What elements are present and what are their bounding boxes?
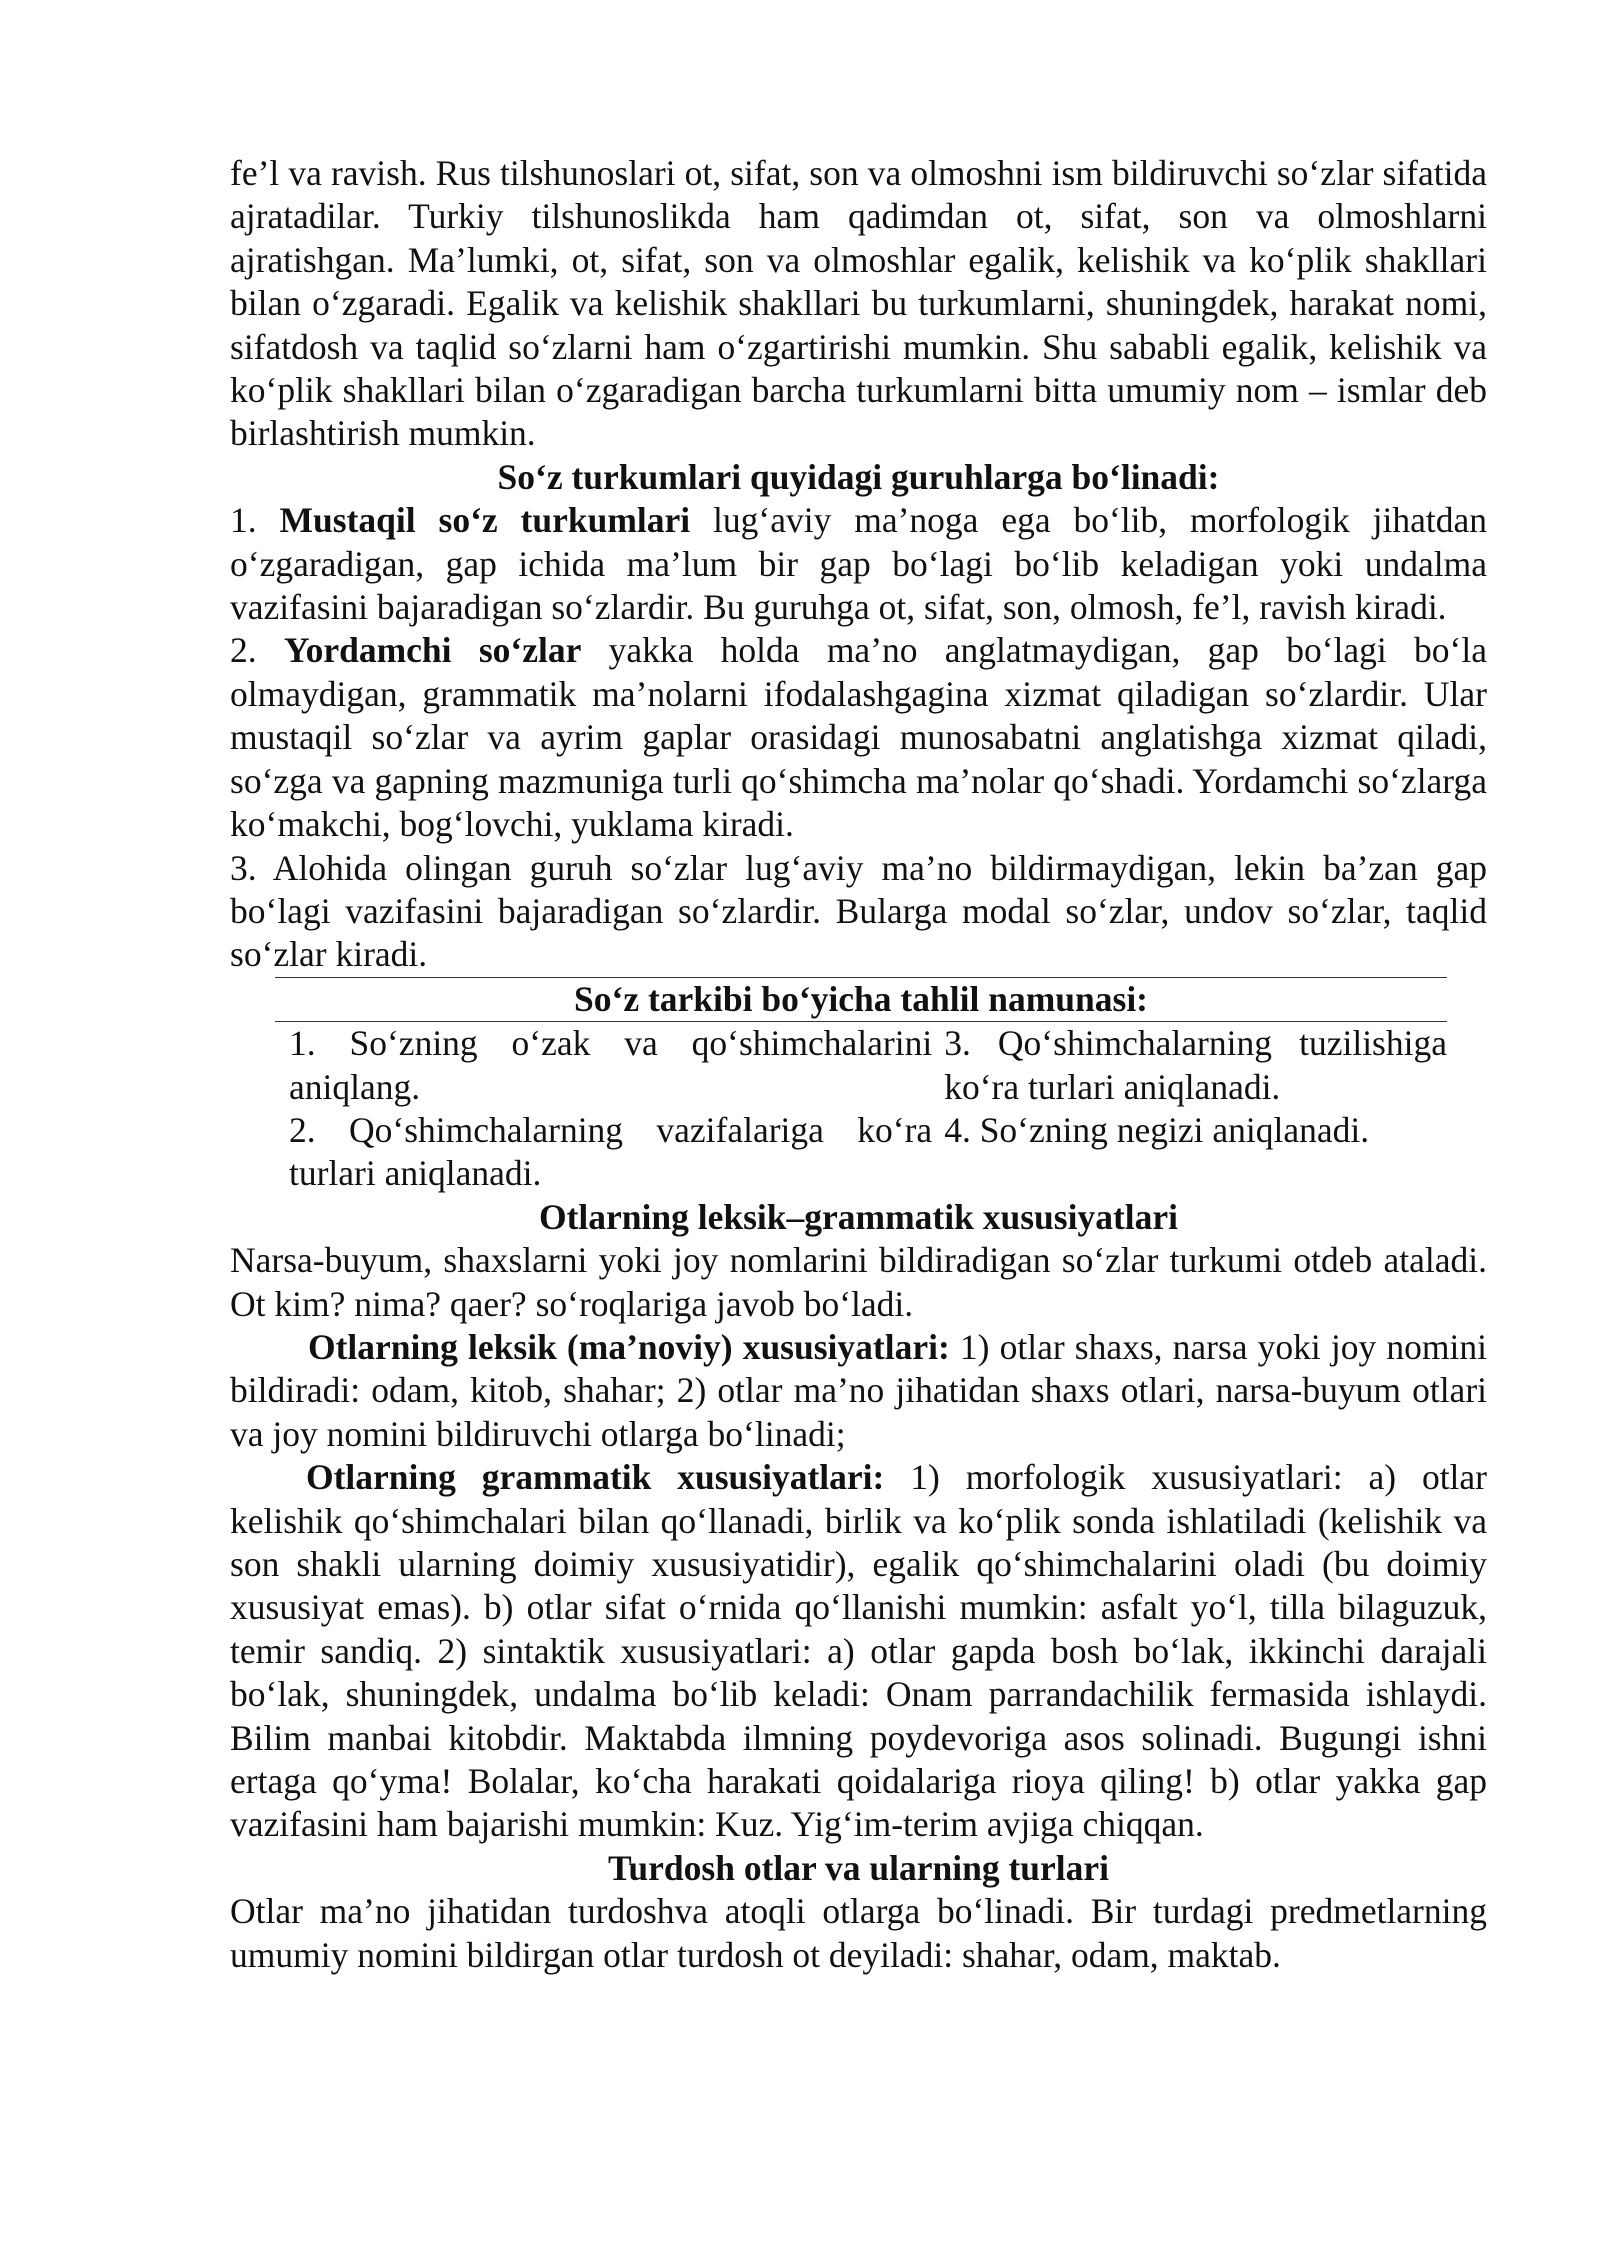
analysis-table — [275, 977, 1447, 1196]
analysis-table-title: So‘z tarkibi bo‘yicha tahlil namunasi: — [574, 978, 1148, 1019]
analysis-table-left-column — [289, 1022, 944, 1196]
nouns-lexical-term: Otlarning leksik (ma’noviy) xususiyatlari: — [308, 1326, 950, 1367]
analysis-step: 4. So‘zning negizi aniqlanadi. — [944, 1109, 1370, 1150]
nouns-heading: Otlarning leksik–grammatik xususiyatlari — [538, 1196, 1179, 1237]
common-nouns-heading: Turdosh otlar va ularning turlari — [607, 1847, 1110, 1888]
analysis-step: 2. Qo‘shimchalarning vazifalariga ko‘ra turlari aniqlanadi. — [289, 1109, 933, 1194]
common-nouns-paragraph: Otlar ma’no jihatidan turdoshva atoqli otlarga bo‘linadi. Bir turdagi predmetlarning umumiy nomini bildirgan otlar turdosh ot deyiladi: shahar, odam, maktab. — [230, 1891, 1487, 1975]
group-item-term: Yordamchi so‘zlar — [283, 630, 582, 671]
nouns-grammatical-paragraph — [230, 1456, 1487, 1847]
intro-paragraph: fe’l va ravish. Rus tilshunoslari ot, sifat, son va olmoshni ism bildiruvchi so‘zlar sifatida ajratadilar. Turkiy tilshunoslikda ham qadimdan ot, sifat, son va olmoshlarni ajratishgan. Ma’lumki, ot, sifat, son va olmoshlar egalik, kelishik va ko‘plik shakllari bilan o‘zgaradi. Egalik va kelishik shakllari bu turkumlarni, shuningdek, harakat nomi, sifatdosh va taqlid so‘zlarni ham o‘zgartirishi mumkin. Shu sababli egalik, kelishik va ko‘plik shakllari bilan o‘zgaradigan barcha turkumlarni bitta umumiy nom – ismlar deb birlashtirish mumkin. — [230, 153, 1487, 454]
group-item-independent — [230, 499, 1487, 629]
group-item-separate: 3. Alohida olingan guruh so‘zlar lug‘aviy ma’no bildirmaydigan, lekin ba’zan gap bo‘lagi vazifasini bajaradigan so‘zlardir. Bularga modal so‘zlar, undov so‘zlar, taqlid so‘zlar kiradi. — [230, 847, 1487, 975]
analysis-step: 1. So‘zning o‘zak va qo‘shimchalarini aniqlang. — [289, 1023, 933, 1107]
analysis-table-body — [275, 1021, 1447, 1196]
group-item-auxiliary — [230, 629, 1487, 846]
analysis-step: 3. Qo‘shimchalarning tuzilishiga ko‘ra turlari aniqlanadi. — [944, 1023, 1447, 1107]
nouns-grammatical-term: Otlarning grammatik xususiyatlari: — [306, 1457, 885, 1498]
nouns-lexical-paragraph — [230, 1326, 1487, 1456]
page-content — [230, 152, 1487, 1977]
group-item-description: yakka holda ma’no anglatmaydigan, gap bo‘lagi bo‘la olmaydigan, grammatik ma’nolarni ifodalashgagina xizmat qiladigan so‘zlardir. Ular mustaqil so‘zlar va ayrim gaplar orasidagi munosabatni anglatishga xizmat qiladi, so‘zga va gapning mazmuniga turli qo‘shimcha ma’nolar qo‘shadi. Yordamchi so‘zlarga ko‘makchi, bog‘lovchi, yuklama kiradi. — [230, 630, 1487, 845]
word-groups-heading: So‘z turkumlari quyidagi guruhlarga bo‘linadi: — [497, 456, 1220, 497]
group-item-term: Mustaqil so‘z turkumlari — [279, 500, 691, 541]
nouns-definition: Narsa-buyum, shaxslarni yoki joy nomlarini bildiradigan so‘zlar turkumi otdeb ataladi. Ot kim? nima? qaer? so‘roqlariga javob bo‘ladi. — [230, 1240, 1487, 1324]
group-item-number: 2. — [230, 630, 257, 671]
nouns-grammatical-text: 1) morfologik xususiyatlari: a) otlar kelishik qo‘shimchalari bilan qo‘llanadi, birlik va ko‘plik sonda ishlatiladi (kelishik va son shakli ularning doimiy xususiyatidir), egalik qo‘shimchalarini oladi (bu doimiy xususiyat emas). b) otlar sifat o‘rnida qo‘llanishi mumkin: asfalt yo‘l, tilla bilaguzuk, temir sandiq. 2) sintaktik xususiyatlari: a) otlar gapda bosh bo‘lak, ikkinchi darajali bo‘lak, shuningdek, undalma bo‘lib keladi: Onam parrandachilik fermasida ishlaydi. Bilim manbai kitobdir. Maktabda ilmning poydevoriga asos solinadi. Bugungi ishni ertaga qo‘yma! Bolalar, ko‘cha harakati qoidalariga rioya qiling! b) otlar yakka gap vazifasini ham bajarishi mumkin: Kuz. Yig‘im-terim avjiga chiqqan. — [230, 1457, 1487, 1845]
group-item-description: lug‘aviy ma’noga ega bo‘lib, morfologik jihatdan o‘zgaradigan, gap ichida ma’lum bir gap bo‘lagi bo‘lib keladigan yoki undalma vazifasini bajaradigan so‘zlardir. Bu guruhga ot, sifat, son, olmosh, fe’l, ravish kiradi. — [230, 500, 1487, 628]
group-item-number: 1. — [230, 500, 257, 541]
nouns-lexical-text: 1) otlar shaxs, narsa yoki joy nomini bildiradi: odam, kitob, shahar; 2) otlar ma’no jihatidan shaxs otlari, narsa-buyum otlari va joy nomini bildiruvchi otlarga bo‘linadi; — [230, 1326, 1487, 1454]
analysis-table-right-column — [944, 1022, 1447, 1196]
